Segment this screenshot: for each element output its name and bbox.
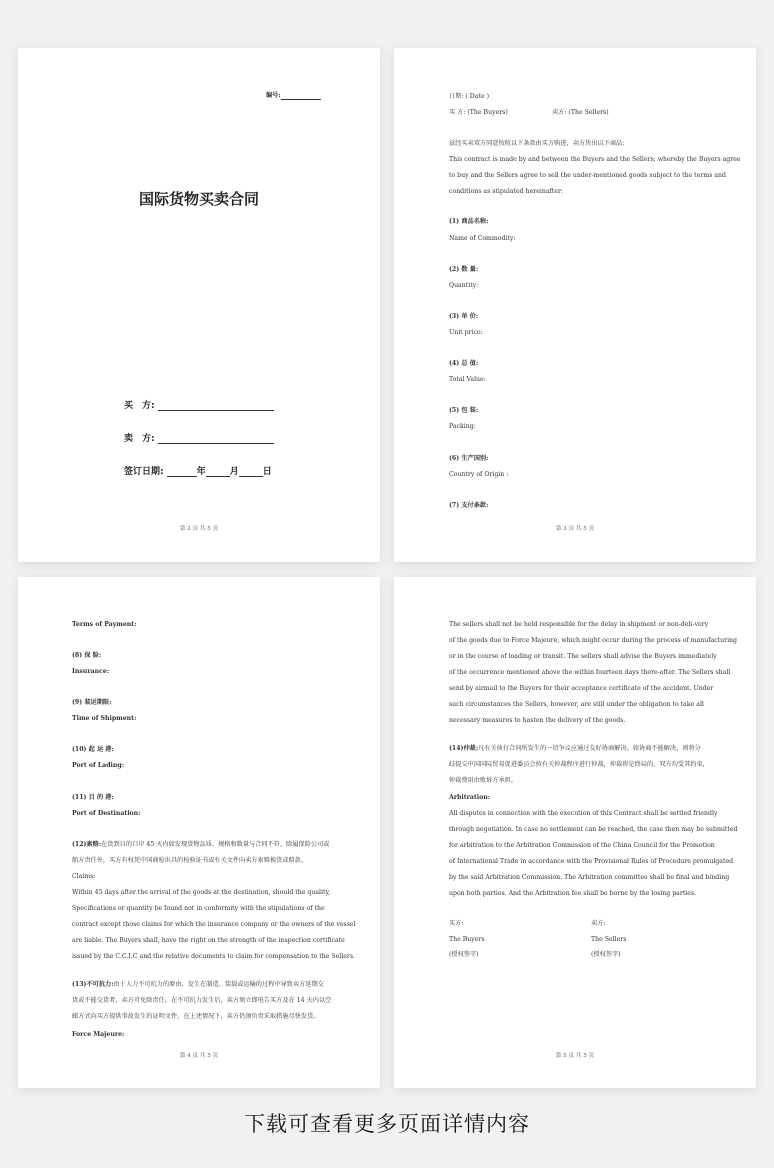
buyer-field [124,398,274,411]
month-label: 月 [229,467,239,477]
item-1-en: Name of Commodity: [449,235,516,242]
item-2-en: Quantity: [449,282,479,289]
buyer-blank [158,402,274,411]
download-caption: 下载可查看更多页面详情内容 [244,1112,530,1136]
signature-buyer-authorized: (授权签字) [449,951,479,958]
item-10-cn: (10) 起 运 港: [72,746,114,753]
item-4-cn: (4) 总 值: [449,360,479,367]
item-6-cn: (6) 生产国别: [449,455,489,462]
arb-en-line: All disputes in connection with the execution of this Contract shall be settled friendly [449,810,718,817]
force-majeure-cn [72,977,331,1025]
sign-date-field [124,464,272,477]
arb-en-line: of International Trade in accordance with the Provisional Rules of Procedure promulgated [449,858,734,865]
arbitration-en [449,806,737,902]
signature-seller-cn: 卖方: [591,920,606,927]
seller-line: 卖方: (The Sellers) [552,109,609,116]
claims-cn-line: 船方责任外，买方有权凭中国商检出具的检验证书或有关文件向卖方索赔换货或赔款。 [72,857,308,864]
item-5-cn: (5) 包 装: [449,407,479,414]
arb-en-line: upon both parties. And the Arbitration fee shall be borne by the losing parties. [449,890,697,897]
arb-cn-line: 歧提交中国国际贸易促进委员会按有关仲裁程序进行仲裁，仲裁将是终局的，双方均受其约束， [449,761,709,768]
claims-cn-label: (12)索赔: [72,841,102,848]
seller-label: 卖 方: [124,434,155,444]
item-9-en: Time of Shipment: [72,715,137,722]
force-en-label: Force Majeure: [72,1031,125,1038]
arb-cn-label: (14)仲裁: [449,745,479,752]
force-en-line: The sellers shall not be held responsible for the delay in shipment or non-deli-very [449,621,709,628]
force-majeure-en [449,617,737,729]
contract-title: 国际货物买卖合同 [138,190,259,208]
force-cn-line: 由于人力不可抗力的原由，发生在制造、装载或运输的过程中导致卖方延期交 [113,981,324,988]
page-footer: 第 2 页 共 5 页 [179,526,219,532]
arbitration-cn [449,741,709,789]
page-footer: 第 3 页 共 5 页 [555,526,595,532]
item-1-cn: (1) 商品名称: [449,218,489,225]
arb-en-line: through negotiation. In case no settlement can be reached, the case then may be submitted [449,826,738,833]
force-en-line: of the occurrence mentioned above the within fourteen days there-after. The Sellers shall [449,669,731,676]
seller-field [124,431,274,444]
arb-en-line: for arbitration to the Arbitration Commission of the China Council for the Promotion [449,842,715,849]
item-10-en: Port of Lading: [72,762,124,769]
terms-of-payment: Terms of Payment: [72,621,137,628]
force-cn-line: 货或不能交货者，卖方可免除责任。在不可抗力发生后，卖方须立即电告买方及在 14 天内以空 [72,997,332,1004]
claims-cn-line: 在货到目的口岸 45 天内如发现货物品质、规格和数量与合同不符，除属保险公司或 [101,841,330,848]
intro-en-line: This contract is made by and between the Buyers and the Sellers; whereby the Buyers agree [449,156,741,163]
sign-date-label: 签订日期: [124,467,164,477]
claims-en-line: are liable. The Buyers shall, have the right on the strength of the inspection certificate [72,937,345,944]
signature-seller-en: The Sellers [591,936,627,943]
arb-en-line: by the said Arbitration Commission. The Arbitration committee shall be final and binding [449,874,730,881]
force-en-line: or in the course of loading or transit. The sellers shall advise the Buyers immediately [449,653,717,660]
date-line: 日期: ( Date ) [449,93,489,100]
contract-number-field [266,92,321,100]
intro-cn: 兹经买卖双方同意按照以下条款由买方购进，卖方售出以下商品: [449,140,625,147]
force-en-line: necessary measures to hasten the delivery of the goods. [449,717,626,724]
arb-en-label: Arbitration: [449,794,490,801]
force-en-line: of the goods due to Force Majeure, which might occur during the process of manufacturing [449,637,738,644]
arb-cn-line: 仲裁费用由败诉方承担。 [449,777,518,784]
intro-en-line: to buy and the Sellers agree to sell the under-mentioned goods subject to the terms and [449,172,726,179]
day-label: 日 [262,467,272,477]
claims-en-line: Within 45 days after the arrival of the goods at the destination, should the quality, [72,889,331,896]
seller-blank [158,435,274,444]
item-3-en: Unit price: [449,329,483,336]
item-3-cn: (3) 单 价: [449,313,479,320]
signature-buyer-cn: 买方: [449,920,464,927]
contract-page-4 [394,577,756,1088]
item-11-en: Port of Destination: [72,810,141,817]
claims-cn [72,837,330,869]
item-2-cn: (2) 数 量: [449,266,479,273]
force-en-line: send by airmail to the Buyers for their acceptance certificate of the accident. Under [449,685,714,692]
page-footer: 第 4 页 共 5 页 [179,1053,219,1059]
day-blank [239,468,263,477]
month-blank [206,468,230,477]
item-4-en: Total Value: [449,376,486,383]
signature-buyer-en: The Buyers [449,936,485,943]
contract-number-label: 编号: [266,92,281,99]
intro-en [449,152,741,200]
item-11-cn: (11) 目 的 港: [72,794,114,801]
item-8-cn: (8) 保 险: [72,652,102,659]
claims-en [72,885,356,965]
buyer-label: 买 方: [124,401,155,411]
force-cn-line: 邮方式向买方提供事故发生的证明文件，在上述情况下，卖方仍须负责采取措施尽快发货。 [72,1013,320,1020]
claims-en-line: contract except those claims for which the insurance company or the owners of the vessel [72,921,356,928]
contract-page-2 [394,48,756,562]
page-footer: 第 5 页 共 5 页 [555,1053,595,1059]
item-5-en: Packing: [449,423,476,430]
year-label: 年 [196,467,206,477]
signature-seller-authorized: (授权签字) [591,951,621,958]
buyer-line: 买 方: (The Buyers) [449,109,508,116]
item-6-en: Country of Origin : [449,471,509,478]
claims-en-line: Specifications or quantity be found not in conformity with the stipulations of the [72,905,325,912]
force-en-line: such circumstances the Sellers, however, are still under the obligation to take all [449,701,704,708]
year-blank [167,468,197,477]
arb-cn-line: 凡有关执行合同所发生的一切争议应通过友好协商解决。如协商不能解决，则将分 [478,745,701,752]
item-7-cn: (7) 支付条款: [449,502,489,509]
claims-en-label: Claims: [72,873,96,880]
item-9-cn: (9) 装运期限: [72,699,112,706]
contract-page-3 [18,577,380,1088]
claims-en-line: issued by the C.C.I.C and the relative documents to claim for compensation to the Sellers. [72,953,355,960]
contract-cover-page [18,48,380,562]
force-cn-label: (13)不可抗力: [72,981,114,988]
contract-number-blank [281,93,321,100]
item-8-en: Insurance: [72,668,110,675]
intro-en-line: conditions as stipulated hereinafter: [449,188,563,195]
